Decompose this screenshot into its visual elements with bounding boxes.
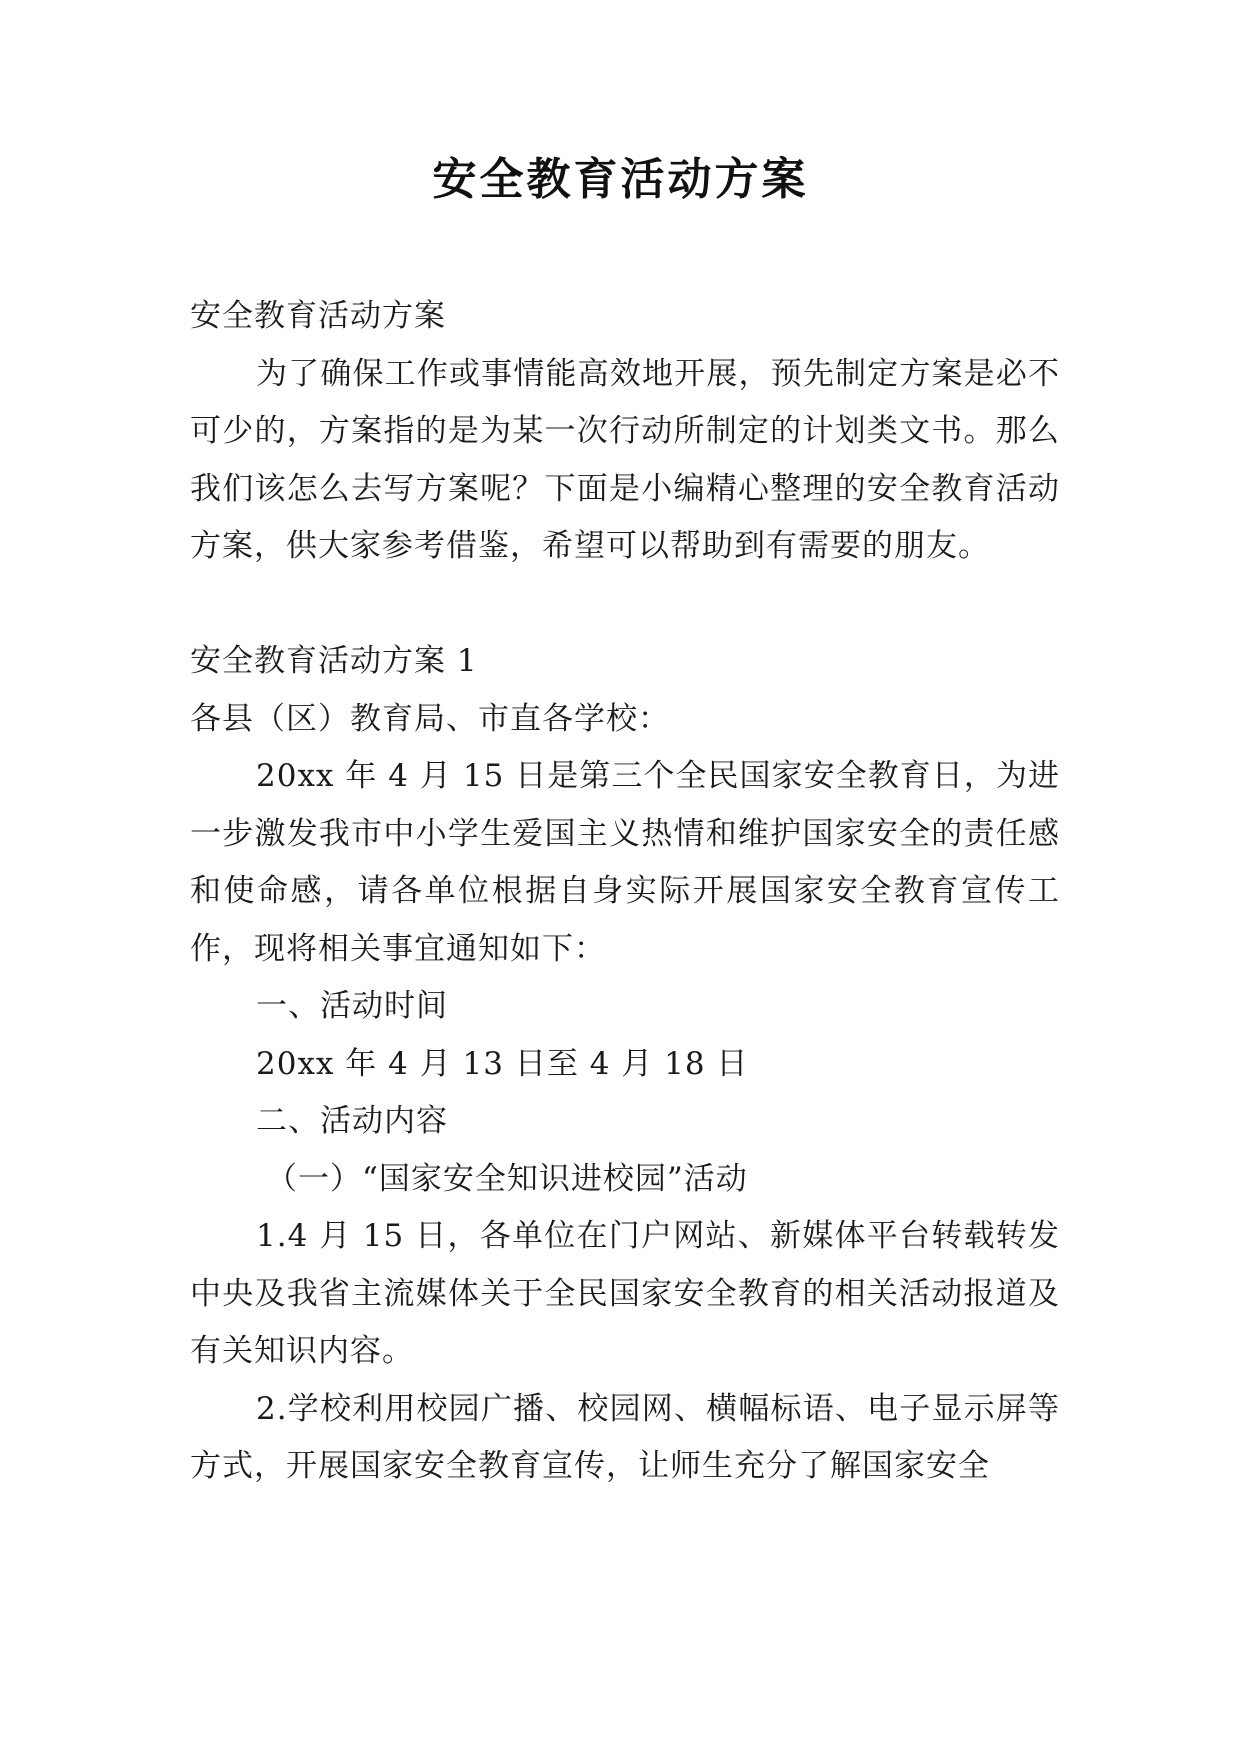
section-heading: 安全教育活动方案 1	[190, 643, 478, 679]
intro-heading: 安全教育活动方案	[190, 298, 446, 334]
point-paragraph-1: 1.4 月 15 日，各单位在门户网站、新媒体平台转载转发中央及我省主流媒体关于全民国家安全教育的相关活动报道及有关知识内容。	[190, 1218, 1060, 1369]
subsection-heading: （一）“国家安全知识进校园”活动	[266, 1160, 748, 1197]
paragraph-gap	[190, 576, 1060, 634]
item-heading-time: 一、活动时间	[256, 988, 448, 1024]
item-text-time: 20xx 年 4 月 13 日至 4 月 18 日	[256, 1045, 749, 1082]
item-heading-content: 二、活动内容	[256, 1103, 448, 1139]
document-title: 安全教育活动方案	[432, 154, 809, 205]
intro-paragraph: 为了确保工作或事情能高效地开展，预先制定方案是必不可少的，方案指的是为某一次行动所制定的计划类文书。那么我们该怎么去写方案呢？下面是小编精心整理的安全教育活动方案，供大家参考借鉴，希望可以帮助到有需要的朋友。	[190, 355, 1060, 564]
point-paragraph-2: 2.学校利用校园广播、校园网、横幅标语、电子显示屏等方式，开展国家安全教育宣传，让师生充分了解国家安全	[190, 1390, 1060, 1484]
document-body	[190, 288, 1060, 1496]
notice-paragraph: 20xx 年 4 月 15 日是第三个全民国家安全教育日，为进一步激发我市中小学生爱国主义热情和维护国家安全的责任感和使命感，请各单位根据自身实际开展国家安全教育宣传工作，现将相关事宜通知如下：	[190, 758, 1060, 967]
addressee-line: 各县（区）教育局、市直各学校：	[190, 700, 670, 737]
